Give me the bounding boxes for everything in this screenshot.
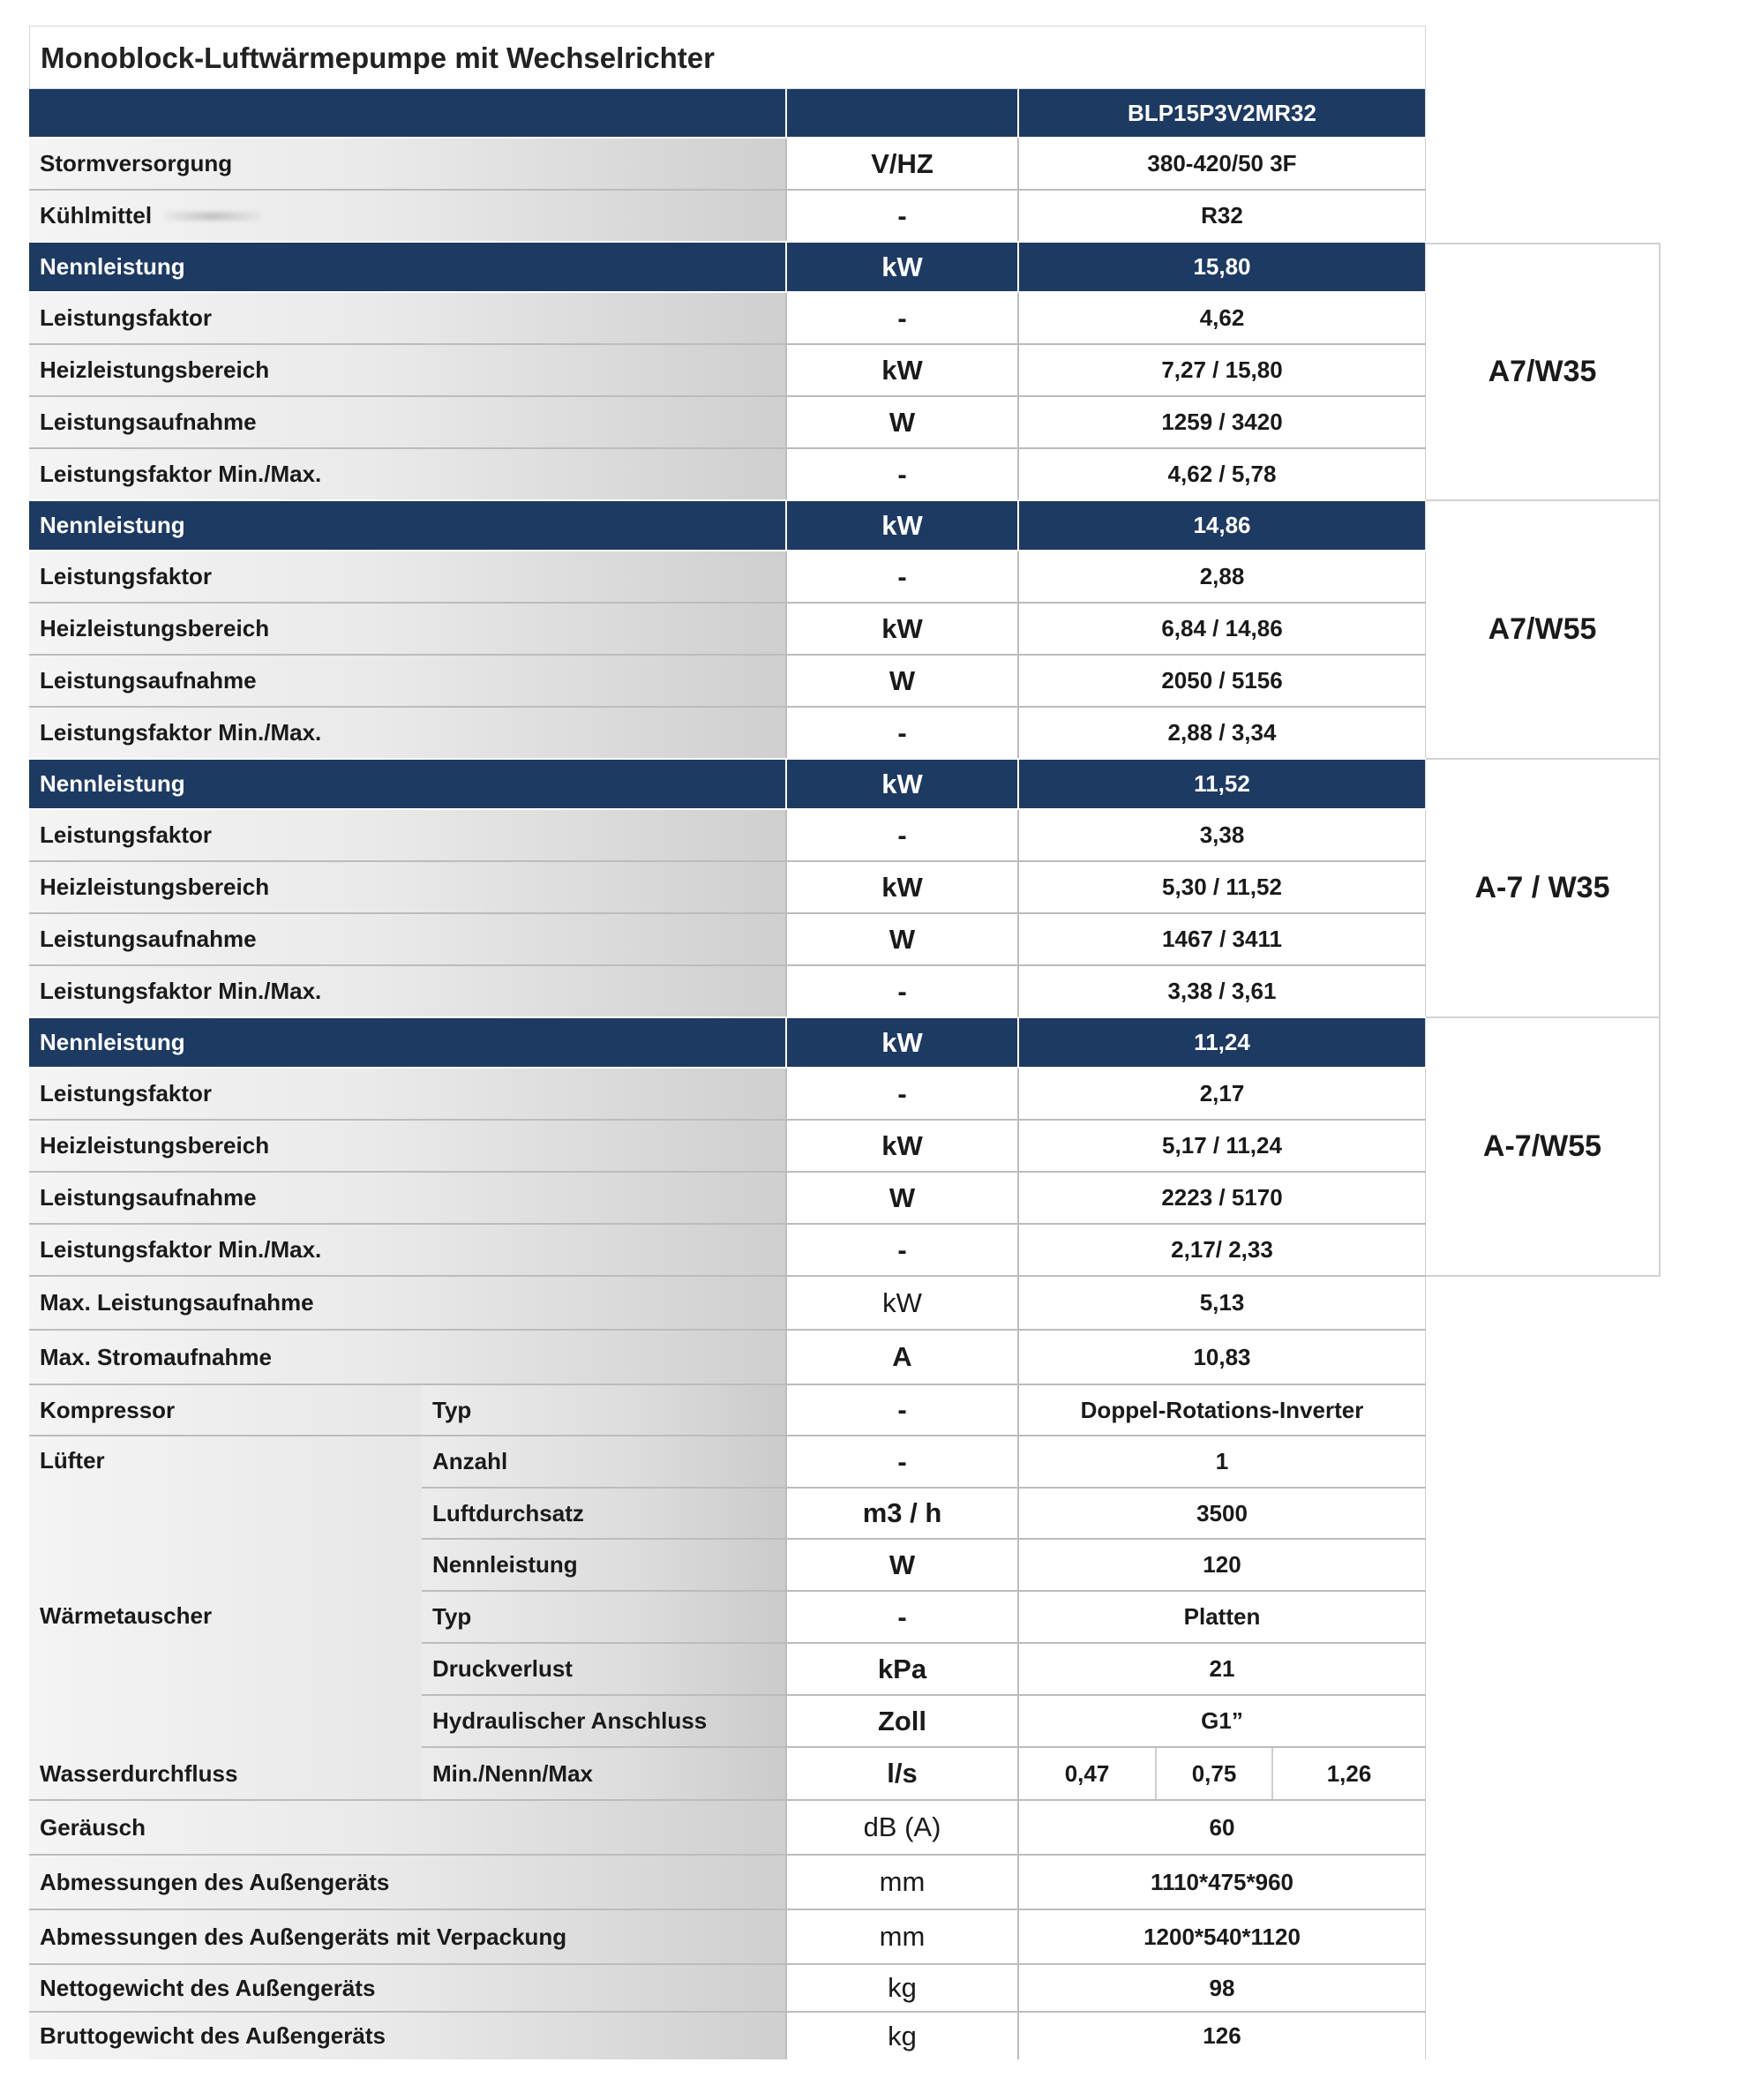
row-unit: mm [785, 1910, 1017, 1963]
row-label: Heizleistungsbereich [29, 604, 785, 654]
row-value: 11,52 [1017, 760, 1426, 808]
row-value: 2,17/ 2,33 [1017, 1225, 1426, 1275]
table-row [29, 966, 1426, 1018]
condition-label-a-7-w55: A-7/W55 [1426, 1018, 1661, 1277]
row-unit: - [785, 1225, 1017, 1275]
row-label: Geräusch [29, 1801, 785, 1854]
row-value: 5,30 / 11,52 [1017, 862, 1426, 912]
row-unit: - [785, 1592, 1017, 1642]
row-label: Abmessungen des Außengeräts mit Verpackung [29, 1910, 785, 1963]
row-unit: W [785, 914, 1017, 964]
row-unit: kW [785, 345, 1017, 395]
table-row [29, 810, 1426, 862]
row-label: Heizleistungsbereich [29, 1121, 785, 1171]
row-unit: l/s [785, 1748, 1017, 1799]
group-label: Wärmetauscher [29, 1592, 422, 1748]
model-header-blank [29, 89, 785, 137]
table-row [29, 1225, 1426, 1277]
row-unit: kW [785, 1121, 1017, 1171]
row-label: Leistungsfaktor [29, 551, 785, 602]
row-value: 4,62 / 5,78 [1017, 449, 1426, 499]
blurred-text-mark [164, 212, 261, 221]
row-label: Stormversorgung [29, 139, 785, 189]
row-label: Bruttogewicht des Außengeräts [29, 2013, 785, 2059]
row-label: Nennleistung [29, 1018, 785, 1067]
row-value: Platten [1017, 1592, 1426, 1642]
sheet-title: Monoblock-Luftwärmepumpe mit Wechselrichter [29, 26, 1426, 89]
table-row [29, 656, 1426, 708]
table-row [29, 1069, 1426, 1121]
row-geraeusch [29, 1801, 1426, 1856]
group-label: Wasserdurchfluss [29, 1748, 422, 1799]
condition-label-a7-w35: A7/W35 [1426, 243, 1661, 501]
row-label: Max. Leistungsaufnahme [29, 1277, 785, 1329]
row-label-text: Kühlmittel [40, 202, 153, 229]
sub-label: Min./Nenn/Max [422, 1748, 785, 1799]
row-unit: kW [785, 501, 1017, 550]
row-value: 5,13 [1017, 1277, 1426, 1329]
row-value: 3500 [1017, 1489, 1426, 1538]
table-row [29, 293, 1426, 345]
row-unit: A [785, 1331, 1017, 1384]
row-value: G1” [1017, 1696, 1426, 1746]
row-unit: - [785, 1069, 1017, 1119]
row-unit: kW [785, 243, 1017, 291]
table-row [29, 397, 1426, 449]
sub-label: Typ [422, 1592, 785, 1642]
row-abmessungen-verpackung [29, 1910, 1426, 1965]
table-row [29, 1121, 1426, 1173]
row-value: Doppel-Rotations-Inverter [1017, 1385, 1426, 1435]
row-label: Leistungsfaktor Min./Max. [29, 1225, 785, 1275]
row-value: 11,24 [1017, 1018, 1426, 1067]
row-value: 1200*540*1120 [1017, 1910, 1426, 1963]
row-unit: kW [785, 862, 1017, 912]
condition-label-a-7-w35: A-7 / W35 [1426, 760, 1661, 1018]
row-unit: mm [785, 1856, 1017, 1909]
row-unit: V/HZ [785, 139, 1017, 189]
row-value: 98 [1017, 1965, 1426, 2011]
row-kuehlmittel [29, 191, 1426, 243]
table-row [422, 1489, 1426, 1540]
row-label: Heizleistungsbereich [29, 345, 785, 395]
row-value: 6,84 / 14,86 [1017, 604, 1426, 654]
table-row [422, 1644, 1426, 1696]
row-value: 3,38 / 3,61 [1017, 966, 1426, 1016]
table-row [422, 1436, 1426, 1489]
row-unit: kW [785, 760, 1017, 808]
row-wasserdurchfluss [29, 1748, 1426, 1801]
model-name: BLP15P3V2MR32 [1017, 89, 1426, 137]
row-value: 1467 / 3411 [1017, 914, 1426, 964]
row-value: 3,38 [1017, 810, 1426, 860]
row-value: 2050 / 5156 [1017, 656, 1426, 706]
table-row [422, 1540, 1426, 1592]
table-row [29, 551, 1426, 604]
row-label: Leistungsfaktor Min./Max. [29, 708, 785, 758]
row-label: Leistungsaufnahme [29, 656, 785, 706]
row-abmessungen [29, 1856, 1426, 1910]
row-unit: kW [785, 604, 1017, 654]
row-unit: W [785, 397, 1017, 447]
condition-label-a7-w55: A7/W55 [1426, 501, 1661, 760]
row-unit: - [785, 966, 1017, 1016]
table-row [29, 862, 1426, 914]
row-unit: - [785, 449, 1017, 499]
row-value: 126 [1017, 2013, 1426, 2059]
row-unit: kg [785, 2013, 1017, 2059]
row-unit: - [785, 1385, 1017, 1435]
row-max-leistungsaufnahme [29, 1277, 1426, 1331]
row-max-stromaufnahme [29, 1331, 1426, 1385]
row-value: 5,17 / 11,24 [1017, 1121, 1426, 1171]
model-header-row [29, 89, 1426, 139]
flow-max: 1,26 [1271, 1748, 1426, 1799]
block-3-header [29, 760, 1426, 810]
row-label: Nennleistung [29, 760, 785, 808]
sub-label: Anzahl [422, 1436, 785, 1487]
row-value: 120 [1017, 1540, 1426, 1590]
row-value: 2,88 [1017, 551, 1426, 602]
row-label: Leistungsaufnahme [29, 1173, 785, 1223]
row-kompressor [29, 1385, 1426, 1436]
row-value: 4,62 [1017, 293, 1426, 343]
row-unit: - [785, 293, 1017, 343]
sub-label: Nennleistung [422, 1540, 785, 1590]
table-row [422, 1592, 1426, 1644]
group-label: Lüfter [29, 1436, 422, 1592]
row-nettogewicht [29, 1965, 1426, 2013]
row-label: Leistungsaufnahme [29, 397, 785, 447]
table-row [29, 708, 1426, 760]
row-label: Nennleistung [29, 243, 785, 291]
row-value: 14,86 [1017, 501, 1426, 550]
row-value: 2223 / 5170 [1017, 1173, 1426, 1223]
row-unit: kW [785, 1277, 1017, 1329]
block-2-header [29, 501, 1426, 551]
row-value: R32 [1017, 191, 1426, 241]
row-label: Leistungsfaktor Min./Max. [29, 449, 785, 499]
row-unit: kW [785, 1018, 1017, 1067]
group-label: Kompressor [29, 1385, 422, 1435]
row-unit: Zoll [785, 1696, 1017, 1746]
row-unit: W [785, 656, 1017, 706]
sub-label: Typ [422, 1385, 785, 1435]
flow-nenn: 0,75 [1155, 1748, 1271, 1799]
row-value: 1259 / 3420 [1017, 397, 1426, 447]
sub-label: Hydraulischer Anschluss [422, 1696, 785, 1746]
row-value: 7,27 / 15,80 [1017, 345, 1426, 395]
row-unit: - [785, 1436, 1017, 1487]
block-4-header [29, 1018, 1426, 1069]
sub-label: Luftdurchsatz [422, 1489, 785, 1538]
table-row [422, 1696, 1426, 1748]
row-label: Nettogewicht des Außengeräts [29, 1965, 785, 2011]
row-value: 15,80 [1017, 243, 1426, 291]
sub-label: Druckverlust [422, 1644, 785, 1694]
row-unit: - [785, 551, 1017, 602]
table-row [29, 1173, 1426, 1225]
row-unit: - [785, 810, 1017, 860]
row-label: Leistungsfaktor [29, 1069, 785, 1119]
row-unit: kPa [785, 1644, 1017, 1694]
row-value: 2,88 / 3,34 [1017, 708, 1426, 758]
row-label: Nennleistung [29, 501, 785, 550]
row-bruttogewicht [29, 2013, 1426, 2061]
row-value: 60 [1017, 1801, 1426, 1854]
table-row [29, 604, 1426, 656]
row-unit: - [785, 708, 1017, 758]
block-1-header [29, 243, 1426, 293]
row-label: Leistungsfaktor [29, 810, 785, 860]
row-label: Leistungsaufnahme [29, 914, 785, 964]
row-unit: m3 / h [785, 1489, 1017, 1538]
table-row [29, 914, 1426, 966]
row-value: 2,17 [1017, 1069, 1426, 1119]
row-label [29, 191, 785, 241]
row-unit: W [785, 1540, 1017, 1590]
row-unit: kg [785, 1965, 1017, 2011]
row-value: 1 [1017, 1436, 1426, 1487]
row-label: Max. Stromaufnahme [29, 1331, 785, 1384]
row-value: 380-420/50 3F [1017, 139, 1426, 189]
row-label: Heizleistungsbereich [29, 862, 785, 912]
row-value: 1110*475*960 [1017, 1856, 1426, 1909]
flow-min: 0,47 [1017, 1748, 1155, 1799]
row-value: 21 [1017, 1644, 1426, 1694]
row-stromversorgung [29, 139, 1426, 191]
row-unit: W [785, 1173, 1017, 1223]
row-unit: - [785, 191, 1017, 241]
row-label: Leistungsfaktor Min./Max. [29, 966, 785, 1016]
row-label: Abmessungen des Außengeräts [29, 1856, 785, 1909]
row-unit: dB (A) [785, 1801, 1017, 1854]
row-label: Leistungsfaktor [29, 293, 785, 343]
table-row [29, 345, 1426, 397]
row-value: 10,83 [1017, 1331, 1426, 1384]
model-header-unit-blank [785, 89, 1017, 137]
table-row [29, 449, 1426, 501]
